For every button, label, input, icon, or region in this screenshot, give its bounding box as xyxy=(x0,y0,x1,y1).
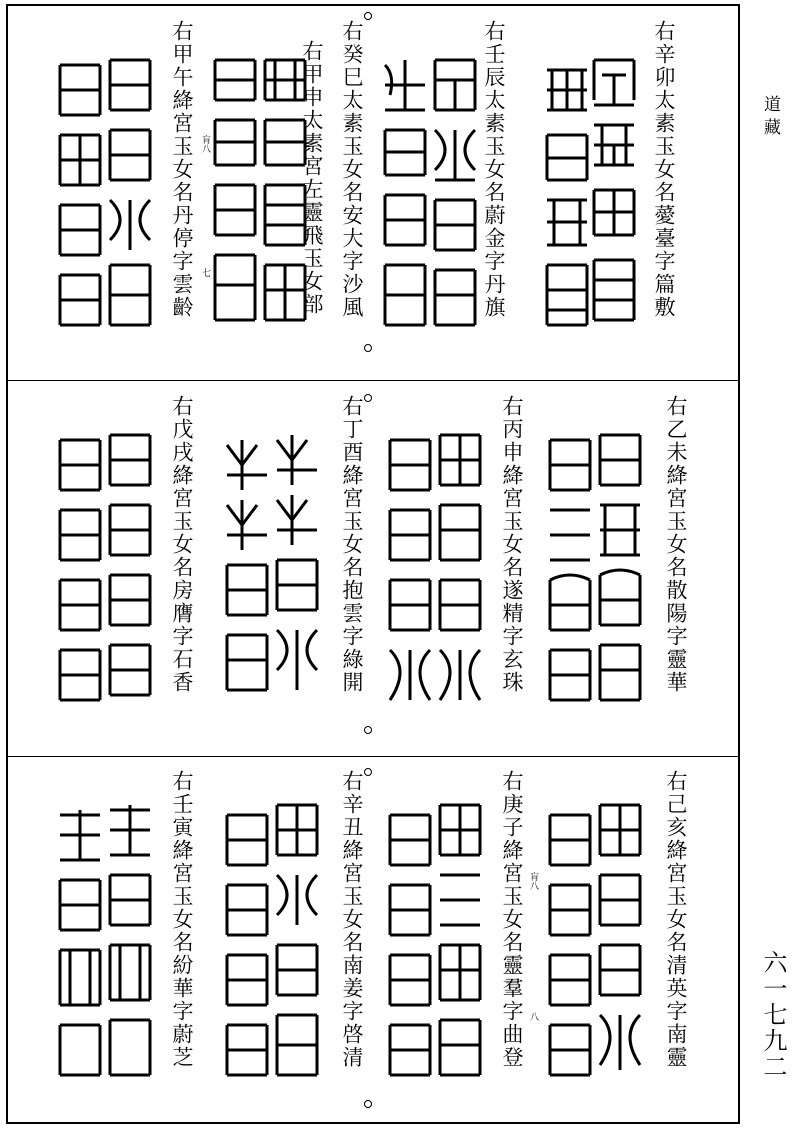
seal-script-column xyxy=(55,800,155,1090)
circle-marker-icon xyxy=(364,726,372,734)
caption: 右戊戌絳宮玉女名房膺字石香 xyxy=(170,395,194,694)
caption: 右己亥絳宮玉女名清英字南靈 xyxy=(664,770,688,1069)
caption: 右辛卯太素玉女名薆臺字篇敷 xyxy=(652,20,676,319)
caption: 右辛丑絳宮玉女名南姜字啓清 xyxy=(340,770,364,1069)
circle-marker-icon xyxy=(364,768,372,776)
caption: 右乙未絳宮玉女名散陽字靈華 xyxy=(664,395,688,694)
seal-script-column xyxy=(222,430,322,710)
book-title: 道藏 xyxy=(760,95,780,141)
caption: 右甲申太素宮左靈飛玉女部 xyxy=(300,40,324,316)
caption: 右癸巳太素玉女名安大字沙風 xyxy=(340,20,364,319)
caption: 右庚子絳宮玉女名靈羣字曲登 xyxy=(500,770,524,1069)
caption: 右壬辰太素玉女名蔚金字丹旗 xyxy=(482,20,506,319)
circle-marker-icon xyxy=(364,1100,372,1108)
caption: 右丁酉絳宮玉女名抱雲字綠開 xyxy=(340,395,364,694)
page-mark: 肓八 xyxy=(200,135,210,153)
caption: 右甲午絳宮玉女名丹停字雲齡 xyxy=(170,20,194,319)
seal-script-column xyxy=(385,430,485,710)
section-divider xyxy=(8,380,738,381)
circle-marker-icon xyxy=(364,12,372,20)
seal-script-column xyxy=(380,50,480,340)
circle-marker-icon xyxy=(364,344,372,352)
seal-script-column xyxy=(222,800,322,1090)
seal-script-column xyxy=(542,50,642,340)
seal-script-column xyxy=(55,50,155,340)
caption: 右丙申絳宮玉女名遂精字玄珠 xyxy=(500,395,524,694)
seal-script-column xyxy=(545,430,645,710)
seal-script-column xyxy=(55,430,155,710)
page-mark: 八 xyxy=(528,1012,538,1021)
caption: 右壬寅絳宮玉女名紛華字蔚芝 xyxy=(170,770,194,1069)
page-mark: 肓八 xyxy=(528,872,538,890)
seal-script-column xyxy=(210,50,310,340)
seal-script-column xyxy=(545,800,645,1090)
seal-script-column xyxy=(385,800,485,1090)
page-mark: 七 xyxy=(200,268,210,277)
folio-number: 六一七九二 xyxy=(759,950,787,1080)
section-divider xyxy=(8,756,738,757)
circle-marker-icon xyxy=(364,394,372,402)
